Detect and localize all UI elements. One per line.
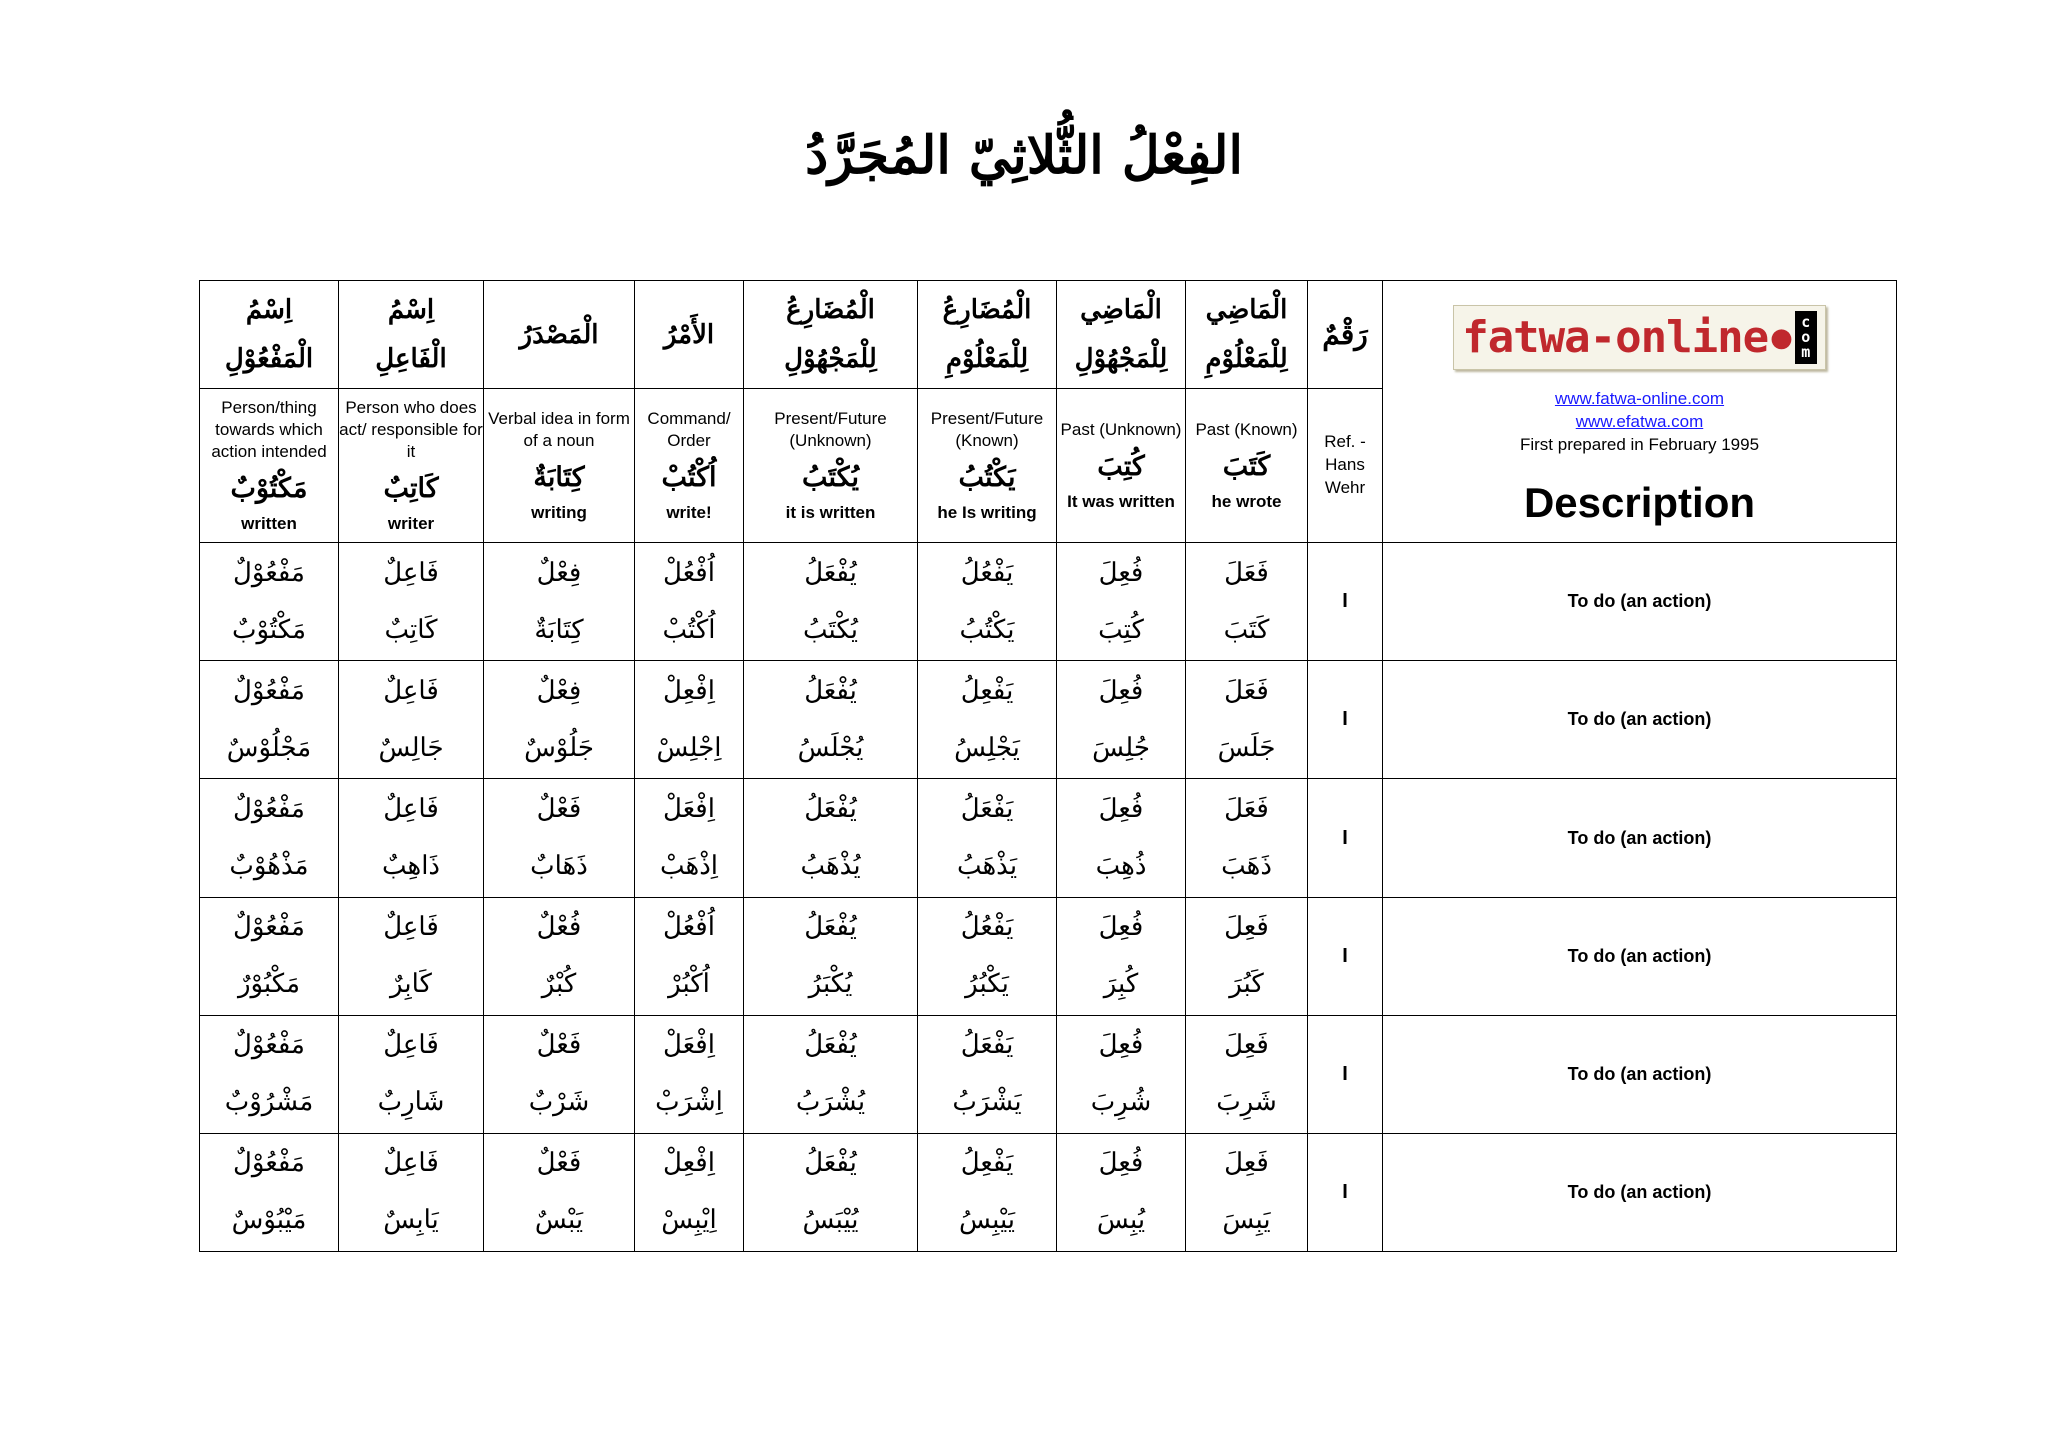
column-example-translation: writing [531, 503, 587, 523]
column-header-arabic [1186, 281, 1308, 389]
verb-pattern: مَفْعُوْلٌ [233, 1030, 305, 1061]
column-header-arabic [744, 281, 918, 389]
verb-pattern: فَعِلَ [1224, 1148, 1269, 1179]
row-description: To do (an action) [1383, 661, 1897, 779]
verb-pattern: يَفْعُلُ [960, 912, 1014, 943]
verb-example: يُجْلَسُ [797, 732, 864, 763]
verb-cell [635, 1133, 744, 1251]
verb-pattern: فَاعِلٌ [383, 557, 439, 588]
verb-pattern: اِفْعِلْ [663, 1148, 715, 1179]
verb-pattern: مَفْعُوْلٌ [233, 794, 305, 825]
verb-cell [635, 1015, 744, 1133]
column-header-line: الْمُضَارِعُ [942, 295, 1032, 326]
verb-pattern: فَاعِلٌ [383, 1030, 439, 1061]
table-row [200, 1015, 1897, 1133]
verb-pattern: اُفْعُلْ [663, 557, 715, 588]
reference-label: Ref. - Hans Wehr [1324, 432, 1366, 498]
verb-example: اِذْهَبْ [659, 851, 719, 882]
verb-cell [1057, 543, 1186, 661]
column-subheader [339, 389, 484, 543]
page-title: الفِعْلُ الثُّلاثِيّ المُجَرَّدُ [805, 125, 1243, 186]
verb-cell [484, 779, 635, 897]
verb-cell [200, 543, 339, 661]
verb-example: كَبُرَ [1229, 969, 1264, 1000]
column-subheader [918, 389, 1057, 543]
logo-com-letter: o [1801, 328, 1811, 346]
info-panel [1383, 281, 1897, 543]
form-number: I [1308, 779, 1383, 897]
column-subheader [484, 389, 635, 543]
form-number: I [1308, 1133, 1383, 1251]
verb-cell [635, 897, 744, 1015]
row-description: To do (an action) [1383, 1015, 1897, 1133]
verb-cell [200, 661, 339, 779]
column-example-translation: written [241, 514, 297, 534]
logo-com-letter: m [1801, 343, 1811, 361]
verb-pattern: يَفْعَلُ [960, 794, 1014, 825]
column-example-arabic: كِتَابَةٌ [533, 462, 585, 494]
column-header-line: لِلْمَعْلُوْمِ [1205, 343, 1288, 374]
column-header-arabic-text [339, 286, 483, 382]
table-row [200, 1133, 1897, 1251]
verb-cell [918, 779, 1057, 897]
verb-cell [744, 779, 918, 897]
verb-example: يُذْهَبُ [800, 851, 861, 882]
column-example-arabic: كَاتِبٌ [383, 473, 439, 505]
verb-example: شَرْبٌ [528, 1087, 590, 1118]
column-english-meaning: Person/thing towards which action intended [211, 398, 327, 462]
column-header-line: الأَمْرُ [663, 319, 715, 350]
column-header-line: الْمَصْدَرُ [519, 319, 599, 350]
verb-cell [200, 779, 339, 897]
verb-cell [484, 1015, 635, 1133]
column-header-arabic [339, 281, 484, 389]
verb-pattern: فَاعِلٌ [383, 912, 439, 943]
verb-example: مَكْتُوْبٌ [231, 614, 307, 645]
column-header-line: اِسْمُ [387, 295, 435, 326]
verb-example: كِتَابَةٌ [534, 614, 584, 645]
logo-com-letter: c [1801, 313, 1811, 331]
verb-pattern: فَعَلَ [1224, 794, 1269, 825]
column-example-translation: writer [387, 514, 435, 534]
column-example-arabic: يَكْتُبُ [958, 462, 1016, 494]
verb-pattern: يَفْعِلُ [960, 1148, 1014, 1179]
verb-example: كُتِبَ [1098, 614, 1144, 645]
verb-pattern: يُفْعَلُ [804, 794, 857, 825]
row-description: To do (an action) [1383, 897, 1897, 1015]
row-description: To do (an action) [1383, 543, 1897, 661]
verb-pattern: فُعِلَ [1098, 912, 1144, 943]
column-english-meaning: Person who does act/ responsible for it [339, 398, 483, 462]
column-example-translation: he Is writing [937, 503, 1037, 523]
info-links [1383, 388, 1896, 457]
verb-cell [200, 1133, 339, 1251]
verb-cell [918, 897, 1057, 1015]
verb-pattern: يُفْعَلُ [804, 912, 857, 943]
column-header-arabic-text [918, 286, 1056, 382]
verb-cell [1057, 1133, 1186, 1251]
fatwa-online-logo [1453, 305, 1826, 370]
verb-pattern: فِعْلٌ [536, 675, 582, 706]
verb-cell [200, 897, 339, 1015]
verb-pattern: يُفْعَلُ [804, 675, 857, 706]
verb-cell [339, 1015, 484, 1133]
verb-pattern: فَعَلَ [1224, 557, 1269, 588]
column-header-arabic-text [484, 311, 634, 359]
column-english-meaning: Command/ Order [647, 409, 731, 451]
prepared-note: First prepared in February 1995 [1519, 434, 1760, 454]
table-row [200, 661, 1897, 779]
verb-pattern: مَفْعُوْلٌ [233, 675, 305, 706]
verb-example: كَتَبَ [1223, 614, 1270, 645]
verb-cell [1057, 1015, 1186, 1133]
verb-example: يُشْرَبُ [795, 1087, 866, 1118]
verb-example: يَيْبِسُ [958, 1205, 1016, 1236]
verb-pattern: مَفْعُوْلٌ [233, 557, 305, 588]
column-header-arabic [200, 281, 339, 389]
verb-pattern: مَفْعُوْلٌ [233, 912, 305, 943]
column-header-line: الْفَاعِلِ [375, 343, 447, 374]
column-example-translation: It was written [1067, 492, 1175, 512]
verb-cell [484, 897, 635, 1015]
verb-pattern: يَفْعِلُ [960, 675, 1014, 706]
verb-cell [744, 1015, 918, 1133]
verb-cell [339, 661, 484, 779]
verb-cell [1057, 661, 1186, 779]
verb-example: مَيْبُوْسٌ [231, 1205, 307, 1236]
verb-pattern: يُفْعَلُ [804, 1030, 857, 1061]
verb-pattern: يُفْعَلُ [804, 1148, 857, 1179]
verb-example: جَلَسَ [1217, 732, 1276, 763]
verb-cell [1057, 897, 1186, 1015]
form-number: I [1308, 897, 1383, 1015]
verb-pattern: فَعْلٌ [536, 794, 582, 825]
column-example-arabic: كُتِبَ [1097, 451, 1145, 483]
verb-example: يُبِسَ [1096, 1205, 1146, 1236]
raqm-header [1308, 281, 1383, 389]
verb-pattern: فِعْلٌ [536, 557, 582, 588]
reference-cell [1308, 389, 1383, 543]
verb-cell [918, 1133, 1057, 1251]
column-english-meaning: Present/Future (Known) [930, 409, 1044, 451]
verb-example: اِشْرَبْ [655, 1087, 723, 1118]
verb-pattern: اُفْعُلْ [663, 912, 715, 943]
dot-icon: ● [1770, 322, 1793, 353]
verb-example: كَابِرٌ [390, 969, 432, 1000]
verb-example: مَشْرُوْبٌ [224, 1087, 314, 1118]
verb-example: يَشْرَبُ [952, 1087, 1022, 1118]
verb-example: ذُهِبَ [1095, 851, 1147, 882]
column-subheader [1057, 389, 1186, 543]
form-number: I [1308, 543, 1383, 661]
column-example-arabic: كَتَبَ [1222, 451, 1271, 483]
verb-example: اِيْبِسْ [661, 1205, 717, 1236]
verb-pattern: فُعِلَ [1098, 557, 1144, 588]
verb-pattern: فُعِلَ [1098, 794, 1144, 825]
column-header-line: لِلْمَجْهُوْلِ [784, 343, 877, 374]
verb-example: كَاتِبٌ [384, 614, 438, 645]
verb-pattern: يُفْعَلُ [804, 557, 857, 588]
verb-pattern: فَاعِلٌ [383, 794, 439, 825]
column-header-line: لِلْمَجْهُوْلِ [1074, 343, 1168, 374]
table-row [200, 779, 1897, 897]
verb-pattern: اِفْعَلْ [663, 794, 715, 825]
verb-pattern: اِفْعَلْ [663, 1030, 715, 1061]
verb-pattern: فُعِلَ [1098, 675, 1144, 706]
logo-com-badge [1795, 311, 1817, 364]
column-header-arabic-text [635, 311, 743, 359]
verb-cell [1057, 779, 1186, 897]
verb-cell [1186, 1015, 1308, 1133]
verb-pattern: فَعِلَ [1224, 1030, 1269, 1061]
verb-cell [484, 1133, 635, 1251]
verb-cell [1186, 779, 1308, 897]
verb-cell [339, 543, 484, 661]
verb-example: جَالِسٌ [378, 732, 444, 763]
column-header-line: الْمُضَارِعُ [786, 295, 875, 326]
efatwa-link[interactable]: www.efatwa.com [1575, 411, 1704, 431]
column-subheader [744, 389, 918, 543]
verb-pattern: فُعْلٌ [536, 912, 582, 943]
column-example-translation: it is written [785, 503, 876, 523]
column-header-arabic [918, 281, 1057, 389]
verb-cell [918, 1015, 1057, 1133]
column-header-line: اِسْمُ [245, 295, 293, 326]
column-example-translation: he wrote [1211, 492, 1282, 512]
verb-example: ذَاهِبٌ [381, 851, 441, 882]
verb-cell [339, 779, 484, 897]
table-row [200, 897, 1897, 1015]
table-row [200, 543, 1897, 661]
verb-pattern: يَفْعُلُ [960, 557, 1014, 588]
verb-cell [635, 779, 744, 897]
verb-pattern: مَفْعُوْلٌ [233, 1148, 305, 1179]
column-subheader [635, 389, 744, 543]
verb-example: مَكْبُوْرٌ [237, 969, 301, 1000]
column-header-arabic [1057, 281, 1186, 389]
column-header-arabic [484, 281, 635, 389]
verb-example: يَبْسٌ [534, 1205, 584, 1236]
column-header-arabic [635, 281, 744, 389]
verb-example: يَجْلِسُ [954, 732, 1020, 763]
verb-example: شَارِبٌ [377, 1087, 445, 1118]
column-example-arabic: اُكْتُبْ [661, 462, 717, 494]
verb-cell [635, 661, 744, 779]
verb-pattern: فَاعِلٌ [383, 1148, 439, 1179]
verb-example: شَرِبَ [1216, 1087, 1277, 1118]
verb-example: ذَهَبَ [1221, 851, 1272, 882]
verb-example: يُكْتَبُ [803, 614, 858, 645]
column-subheader [1186, 389, 1308, 543]
column-header-line: الْمَاضِي [1080, 295, 1162, 326]
verb-cell [484, 661, 635, 779]
verb-pattern: فَعَلَ [1224, 675, 1269, 706]
verb-cell [918, 543, 1057, 661]
verb-pattern: فَاعِلٌ [383, 675, 439, 706]
verb-cell [200, 1015, 339, 1133]
verb-example: ذَهَابٌ [530, 851, 588, 882]
column-header-line: الْمَاضِي [1205, 295, 1288, 326]
verb-cell [744, 1133, 918, 1251]
form-number: I [1308, 1015, 1383, 1133]
verb-pattern: فَعْلٌ [536, 1148, 582, 1179]
verb-pattern: اِفْعِلْ [663, 675, 715, 706]
column-english-meaning: Present/Future (Unknown) [774, 409, 887, 451]
column-subheader [200, 389, 339, 543]
verb-example: اِجْلِسْ [656, 732, 722, 763]
verb-example: مَجْلُوْسٌ [226, 732, 312, 763]
verb-example: يَذْهَبُ [956, 851, 1018, 882]
verb-cell [1186, 543, 1308, 661]
verb-example: يُكْبَرُ [808, 969, 853, 1000]
verb-example: اُكْبُرْ [668, 969, 710, 1000]
verb-cell [339, 1133, 484, 1251]
verb-cell [1186, 897, 1308, 1015]
verb-cell [484, 543, 635, 661]
description-heading: Description [1523, 478, 1756, 526]
verb-example: كُبْرٌ [541, 969, 577, 1000]
column-english-meaning: Past (Unknown) [1060, 420, 1182, 440]
verb-pattern: فَعِلَ [1224, 912, 1269, 943]
verb-example: جَلُوْسٌ [524, 732, 594, 763]
form-number: I [1308, 661, 1383, 779]
verb-example: يَكْتُبُ [959, 614, 1015, 645]
verb-example: يُيْبَسُ [802, 1205, 859, 1236]
fatwa-online-link[interactable]: www.fatwa-online.com [1554, 389, 1725, 408]
verb-example: يَكْبُرُ [965, 969, 1009, 1000]
verb-cell [744, 661, 918, 779]
verb-example: يَبِسَ [1222, 1205, 1271, 1236]
verb-cell [635, 543, 744, 661]
verb-pattern: فَعْلٌ [536, 1030, 582, 1061]
verb-cell [744, 543, 918, 661]
verb-conjugation-table [199, 280, 1897, 1252]
logo-text: fatwa-online [1462, 311, 1769, 363]
column-header-arabic-text [1057, 286, 1185, 382]
verb-cell [744, 897, 918, 1015]
verb-pattern: فُعِلَ [1098, 1148, 1144, 1179]
column-example-arabic: مَكْتُوْبٌ [230, 473, 308, 505]
column-example-arabic: يُكْتَبُ [801, 462, 860, 494]
column-header-arabic-text [200, 286, 338, 382]
verb-cell [918, 661, 1057, 779]
verb-cell [1186, 661, 1308, 779]
verb-example: شُرِبَ [1090, 1087, 1152, 1118]
column-english-meaning: Past (Known) [1195, 420, 1298, 440]
row-description: To do (an action) [1383, 1133, 1897, 1251]
verb-pattern: فُعِلَ [1098, 1030, 1144, 1061]
column-header-line: الْمَفْعُوْلِ [224, 343, 314, 374]
verb-cell [1186, 1133, 1308, 1251]
column-header-arabic-text [744, 286, 917, 382]
raqm-label: رَقْمٌ [1322, 318, 1368, 352]
column-english-meaning: Verbal idea in form of a noun [488, 409, 630, 451]
verb-cell [339, 897, 484, 1015]
verb-example: اُكْتُبْ [662, 614, 716, 645]
verb-pattern: يَفْعَلُ [960, 1030, 1014, 1061]
verb-example: كُبِرَ [1103, 969, 1139, 1000]
row-description: To do (an action) [1383, 779, 1897, 897]
column-header-arabic-text [1186, 286, 1307, 382]
verb-example: مَذْهُوْبٌ [229, 851, 309, 882]
verb-example: يَابِسٌ [383, 1205, 439, 1236]
column-header-line: لِلْمَعْلُوْمِ [945, 343, 1029, 374]
verb-example: جُلِسَ [1092, 732, 1150, 763]
column-example-translation: write! [666, 503, 712, 523]
